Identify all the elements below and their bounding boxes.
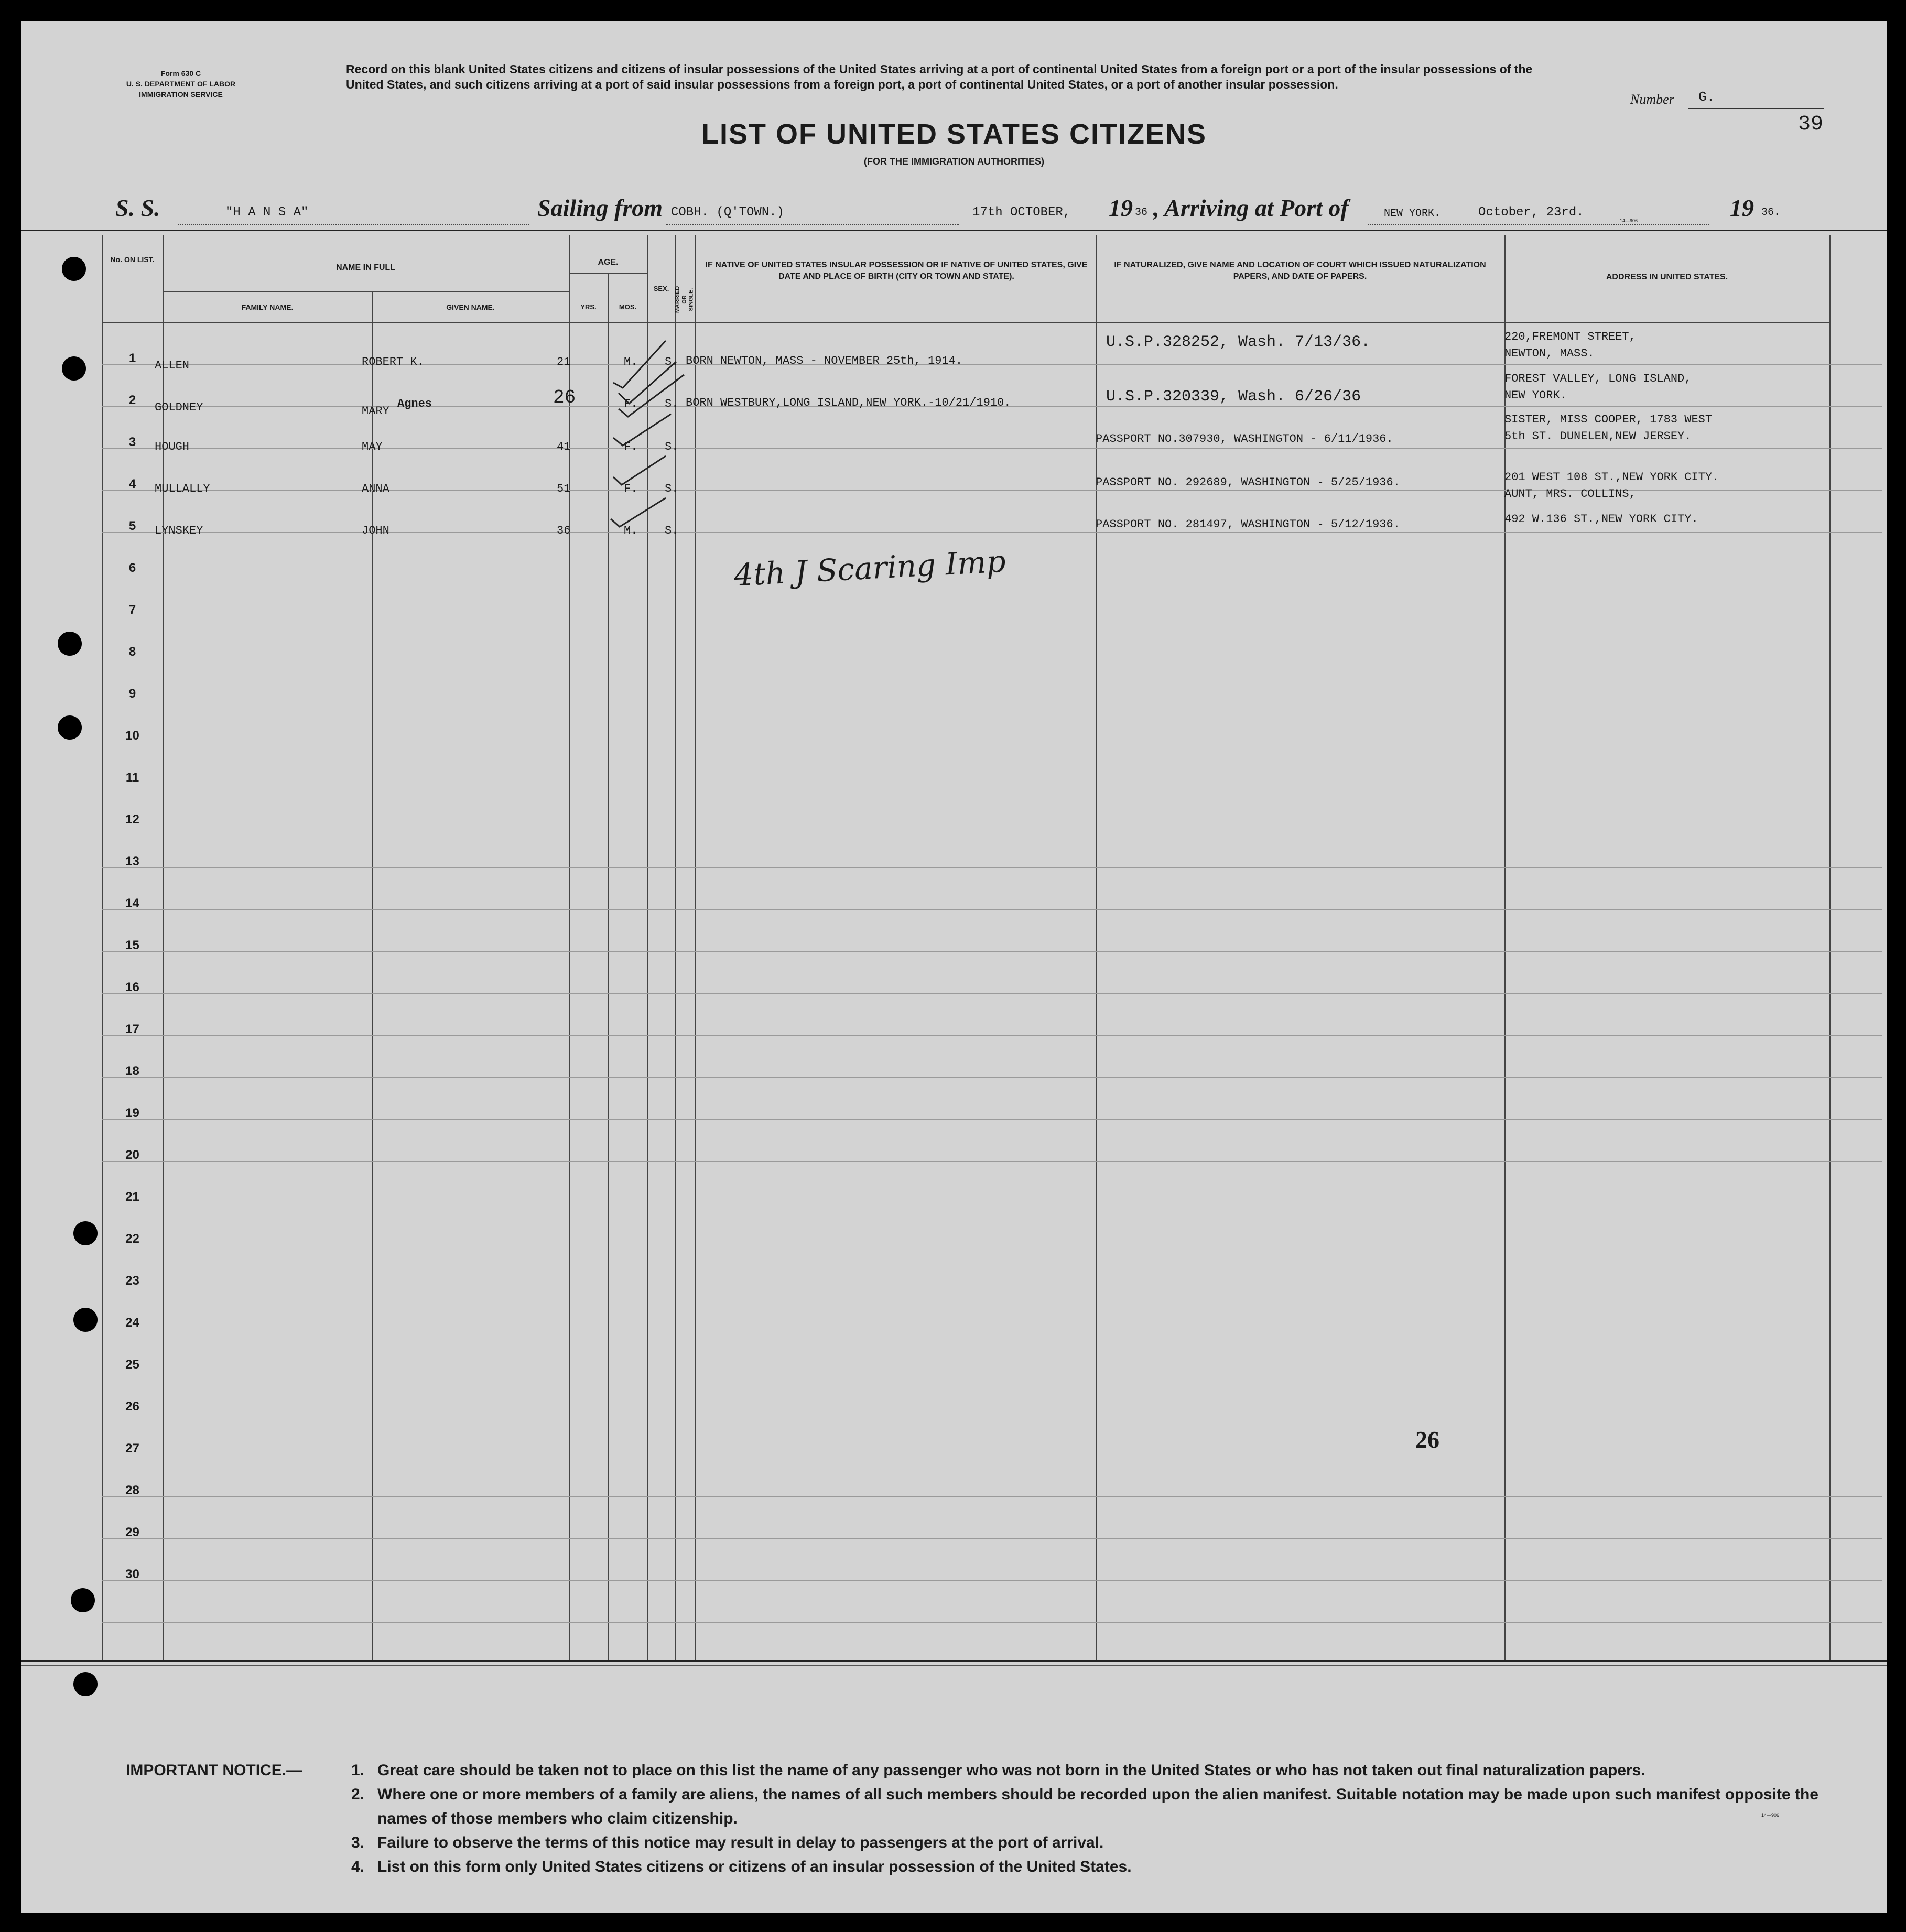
row-number: 27 — [125, 1441, 139, 1456]
row-number: 10 — [125, 729, 139, 743]
row-number: 23 — [125, 1274, 139, 1288]
address-line-2: NEWTON, MASS. — [1504, 347, 1595, 360]
row-number: 3 — [128, 435, 136, 449]
punch-hole — [71, 1588, 95, 1612]
given-name: ANNA — [362, 482, 389, 495]
handwritten-note: 4th J Scaring Imp — [733, 543, 1007, 593]
notice-title: IMPORTANT NOTICE.— — [126, 1762, 302, 1779]
header-name-in-full: NAME IN FULL — [336, 263, 395, 272]
row-number: 14 — [125, 896, 139, 910]
address-line-1: SISTER, MISS COOPER, 1783 WEST — [1504, 413, 1713, 426]
number-value: G. — [1698, 89, 1715, 105]
arriving-label: , Arriving at Port of — [1153, 194, 1349, 221]
table-top-rule — [21, 230, 1887, 231]
header-address: ADDRESS IN UNITED STATES. — [1606, 273, 1728, 281]
naturalization-info: U.S.P.328252, Wash. 7/13/36. — [1106, 333, 1371, 351]
address-line-1: 201 WEST 108 ST.,NEW YORK CITY. — [1504, 471, 1719, 484]
punch-hole — [73, 1672, 98, 1696]
checkmark-annotations — [598, 325, 713, 545]
address-line-1: FOREST VALLEY, LONG ISLAND, — [1504, 372, 1692, 385]
row-number: 8 — [128, 645, 136, 659]
date-to: October, 23rd. — [1478, 205, 1584, 220]
year-prefix-1: 19 — [1109, 194, 1133, 221]
sex: M. — [624, 524, 638, 537]
table-bottom-rule-2 — [21, 1665, 1887, 1666]
department: U. S. DEPARTMENT OF LABOR — [126, 80, 236, 88]
row-number: 15 — [125, 938, 139, 952]
page-title: LIST OF UNITED STATES CITIZENS — [701, 118, 1207, 150]
punch-hole — [62, 257, 86, 281]
header-family-name: FAMILY NAME. — [241, 303, 294, 311]
row-number: 19 — [125, 1106, 139, 1120]
birth-info: BORN WESTBURY,LONG ISLAND,NEW YORK.-10/21/1910. — [686, 396, 1011, 409]
row-number: 6 — [128, 561, 136, 575]
family-name: MULLALLY — [155, 482, 210, 495]
row-number: 7 — [128, 603, 136, 617]
row-number: 12 — [125, 812, 139, 827]
marital-status: S. — [665, 397, 679, 410]
form-number: Form 630 C — [160, 69, 201, 78]
punch-hole — [62, 356, 86, 381]
age-years: 21 — [557, 355, 571, 368]
year-2: 36. — [1761, 207, 1781, 219]
age-years: 26 — [553, 387, 576, 408]
family-name: ALLEN — [155, 359, 190, 372]
ss-label: S. S. — [115, 194, 160, 221]
row-number: 28 — [125, 1483, 139, 1497]
stamp-number: 26 — [1415, 1426, 1439, 1453]
document-page — [21, 21, 1887, 1913]
marital-status: S. — [665, 482, 679, 495]
header-sex: SEX. — [653, 285, 669, 292]
notice-item: 2. Where one or more members of a family are aliens, the names of all such members should be recorded upon the alien manifest. Suitable notation may be made upon such manifest opposite the names of those members who claim citizenship. — [351, 1786, 1818, 1827]
given-name: JOHN — [362, 524, 389, 537]
printer-code-top: 14—906 — [1620, 218, 1638, 223]
address-line-2: AUNT, MRS. COLLINS, — [1504, 487, 1636, 501]
date-from: 17th OCTOBER, — [972, 205, 1071, 220]
to-port: NEW YORK. — [1384, 208, 1441, 220]
row-number: 13 — [125, 854, 139, 869]
birth-info: BORN NEWTON, MASS - NOVEMBER 25th, 1914. — [686, 354, 963, 367]
year-1: 36 — [1135, 207, 1148, 219]
row-number: 2 — [128, 393, 136, 407]
sex: F. — [624, 397, 638, 410]
row-number: 25 — [125, 1358, 139, 1372]
year-prefix-2: 19 — [1730, 194, 1754, 221]
family-name: LYNSKEY — [155, 524, 203, 537]
number-label: Number — [1630, 92, 1674, 107]
given-name: ROBERT K. — [362, 355, 424, 368]
punch-hole — [73, 1221, 98, 1245]
age-years: 51 — [557, 482, 571, 495]
row-number: 21 — [125, 1190, 139, 1204]
row-number: 9 — [128, 687, 136, 701]
voyage-line — [21, 194, 1887, 225]
header-yrs: YRS. — [580, 303, 597, 311]
address-line-1: 220,FREMONT STREET, — [1504, 330, 1636, 343]
age-years: 41 — [557, 440, 571, 453]
row-number: 17 — [125, 1022, 139, 1036]
row-number: 5 — [128, 519, 136, 533]
notice-item: 3. Failure to observe the terms of this notice may result in delay to passengers at the port of arrival. — [351, 1834, 1104, 1851]
naturalization-info: PASSPORT NO. 281497, WASHINGTON - 5/12/1936. — [1096, 518, 1400, 531]
ship-name: "H A N S A" — [225, 205, 309, 220]
naturalization-info: PASSPORT NO.307930, WASHINGTON - 6/11/1936. — [1096, 432, 1393, 446]
address-line-2: 5th ST. DUNELEN,NEW JERSEY. — [1504, 430, 1692, 443]
family-name: GOLDNEY — [155, 401, 203, 414]
notice-item: 4. List on this form only United States citizens or citizens of an insular possession of the United States. — [351, 1858, 1132, 1875]
page-number: 39 — [1798, 113, 1824, 136]
number-field — [1630, 89, 1824, 110]
row-number: 4 — [128, 477, 136, 491]
row-number: 20 — [125, 1148, 139, 1162]
row-number: 11 — [125, 770, 139, 785]
punch-hole — [73, 1308, 98, 1332]
notice-item: 1. Great care should be taken not to place on this list the name of any passenger who was not born in the United States or who has not taken out final naturalization papers. — [351, 1762, 1645, 1779]
row-number: 16 — [125, 980, 139, 994]
sailing-label: Sailing from — [537, 194, 663, 221]
header-birth: IF NATIVE OF UNITED STATES INSULAR POSSESSION OR IF NATIVE OF UNITED STATES, GIVE DATE AND PLACE OF BIRTH (CITY OR TOWN AND STATE). — [705, 261, 1088, 281]
page-subtitle: (FOR THE IMMIGRATION AUTHORITIES) — [864, 156, 1044, 167]
marital-status: S. — [665, 524, 679, 537]
form-identifier — [76, 68, 286, 100]
address-line-2: NEW YORK. — [1504, 389, 1567, 402]
table-bottom-rule — [21, 1660, 1887, 1662]
age-years: 36 — [557, 524, 571, 537]
marital-status: S. — [665, 440, 679, 453]
from-port: COBH. (Q'TOWN.) — [671, 205, 785, 220]
instructions: Record on this blank United States citizens and citizens of insular possessions of the United States arriving at a port of continental United States from a foreign port or a port of the insular possessions of the United States, and such citizens arriving at a port of said insular possessions from a foreign port, a port of continental United States, or a port of another insular possession. — [346, 62, 1533, 91]
sex: M. — [624, 355, 638, 368]
header-naturalized: IF NATURALIZED, GIVE NAME AND LOCATION OF COURT WHICH ISSUED NATURALIZATION PAPERS, AND DATE OF PAPERS. — [1114, 261, 1486, 281]
family-name: HOUGH — [155, 440, 190, 453]
row-number: 30 — [125, 1567, 139, 1581]
header-mos: MOS. — [619, 303, 637, 311]
address-line-1: 492 W.136 ST.,NEW YORK CITY. — [1504, 513, 1698, 526]
header-married-single: MARRIED OR SINGLE. — [674, 286, 695, 313]
row-number: 24 — [125, 1316, 139, 1330]
header-age: AGE. — [598, 258, 619, 267]
marital-status: S. — [665, 355, 679, 368]
given-name-handwritten: Agnes — [397, 397, 432, 410]
header-no-on-list: No. ON LIST. — [110, 255, 155, 264]
punch-hole — [58, 715, 82, 740]
row-number: 29 — [125, 1525, 139, 1539]
header-given-name: GIVEN NAME. — [446, 303, 495, 311]
given-name: MARY — [362, 405, 389, 418]
naturalization-info: U.S.P.320339, Wash. 6/26/36 — [1106, 388, 1361, 406]
row-number: 22 — [125, 1232, 139, 1246]
sex: F. — [624, 440, 638, 453]
given-name: MAY — [362, 440, 383, 453]
row-number: 18 — [125, 1064, 139, 1078]
row-number: 1 — [128, 351, 136, 365]
printer-code-bottom: 14—906 — [1761, 1812, 1780, 1818]
punch-hole — [58, 632, 82, 656]
row-number: 26 — [125, 1399, 139, 1414]
service: IMMIGRATION SERVICE — [139, 90, 223, 99]
naturalization-info: PASSPORT NO. 292689, WASHINGTON - 5/25/1936. — [1096, 476, 1400, 489]
sex: F. — [624, 482, 638, 495]
